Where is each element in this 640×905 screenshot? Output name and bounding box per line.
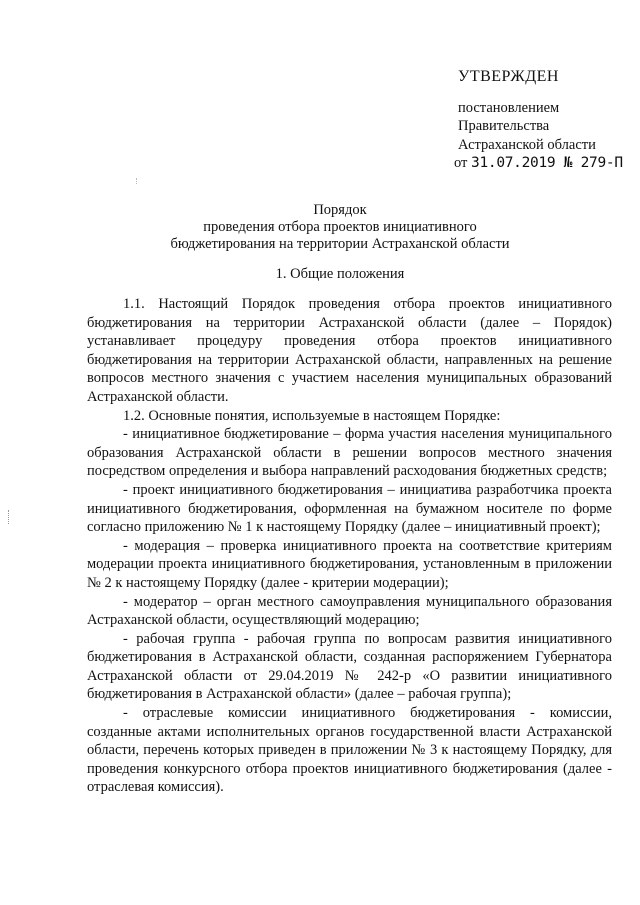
definition-moderator: - модератор – орган местного самоуправления муниципального образования Астраханской области, осуществляющий модерацию; [87, 593, 612, 629]
definition-sector-commissions: - отраслевые комиссии инициативного бюджетирования - комиссии, созданные актами исполнительных органов государственной власти Астраханской области, перечень которых приведен в приложении № 3 к настоящему Порядку, для проведения конкурсного отбора проектов инициативного бюджетирования (далее - отраслевая комиссия). [87, 705, 612, 796]
approval-date-line [454, 154, 633, 173]
approval-line-3: Астраханской области [458, 136, 596, 153]
paragraph-1-2: 1.2. Основные понятия, используемые в настоящем Порядке: [123, 407, 501, 424]
title-line-3: бюджетирования на территории Астраханской области [170, 236, 510, 252]
definition-moderation: - модерация – проверка инициативного проекта на соответствие критериям модерации проекта инициативного бюджетирования, установленным в приложении № 2 к настоящему Порядку (далее - критерии модерации); [87, 537, 612, 591]
definition-working-group: - рабочая группа - рабочая группа по вопросам развития инициативного бюджетирования в Астраханской области, созданная распоряжением Губернатора Астраханской области от 29.04.2019 № 242-р «О развитии инициативного бюджетирования в Астраханской области» (далее – рабочая группа); [87, 630, 612, 703]
section-heading: 1. Общие положения [275, 266, 405, 282]
title-line-2: проведения отбора проектов инициативного [203, 219, 477, 235]
paragraph-1-1: 1.1. Настоящий Порядок проведения отбора проектов инициативного бюджетирования на территории Астраханской области (далее – Порядок) устанавливает процедуру проведения отбора проектов инициативного бюджетирования на территории Астраханской области, направленных на решение вопросов местного значения с участием населения муниципальных образований Астраханской области. [87, 296, 612, 405]
title-line-1: Порядок [313, 202, 367, 218]
approval-heading: УТВЕРЖДЕН [458, 68, 559, 85]
approval-line-1: постановлением [458, 99, 560, 116]
document-body [87, 295, 612, 797]
scan-mark [136, 178, 138, 184]
margin-mark [8, 510, 10, 524]
document-title [100, 202, 580, 253]
approval-block [454, 68, 633, 173]
definition-initiative-budgeting: - инициативное бюджетирование – форма участия населения муниципального образования Астраханской области в решении вопросов местного значения посредством определения и выбора направлений расходования бюджетных средств; [87, 426, 612, 480]
approval-date-prefix: от [454, 155, 468, 171]
approval-date-stamp: 31.07.2019 № 279-П [471, 155, 623, 171]
approval-line-2: Правительства [458, 118, 550, 134]
definition-project: - проект инициативного бюджетирования – инициатива разработчика проекта инициативного бюджетирования, оформленная на бумажном носителе по форме согласно приложению № 1 к настоящему Порядку (далее – инициативный проект); [87, 481, 612, 536]
